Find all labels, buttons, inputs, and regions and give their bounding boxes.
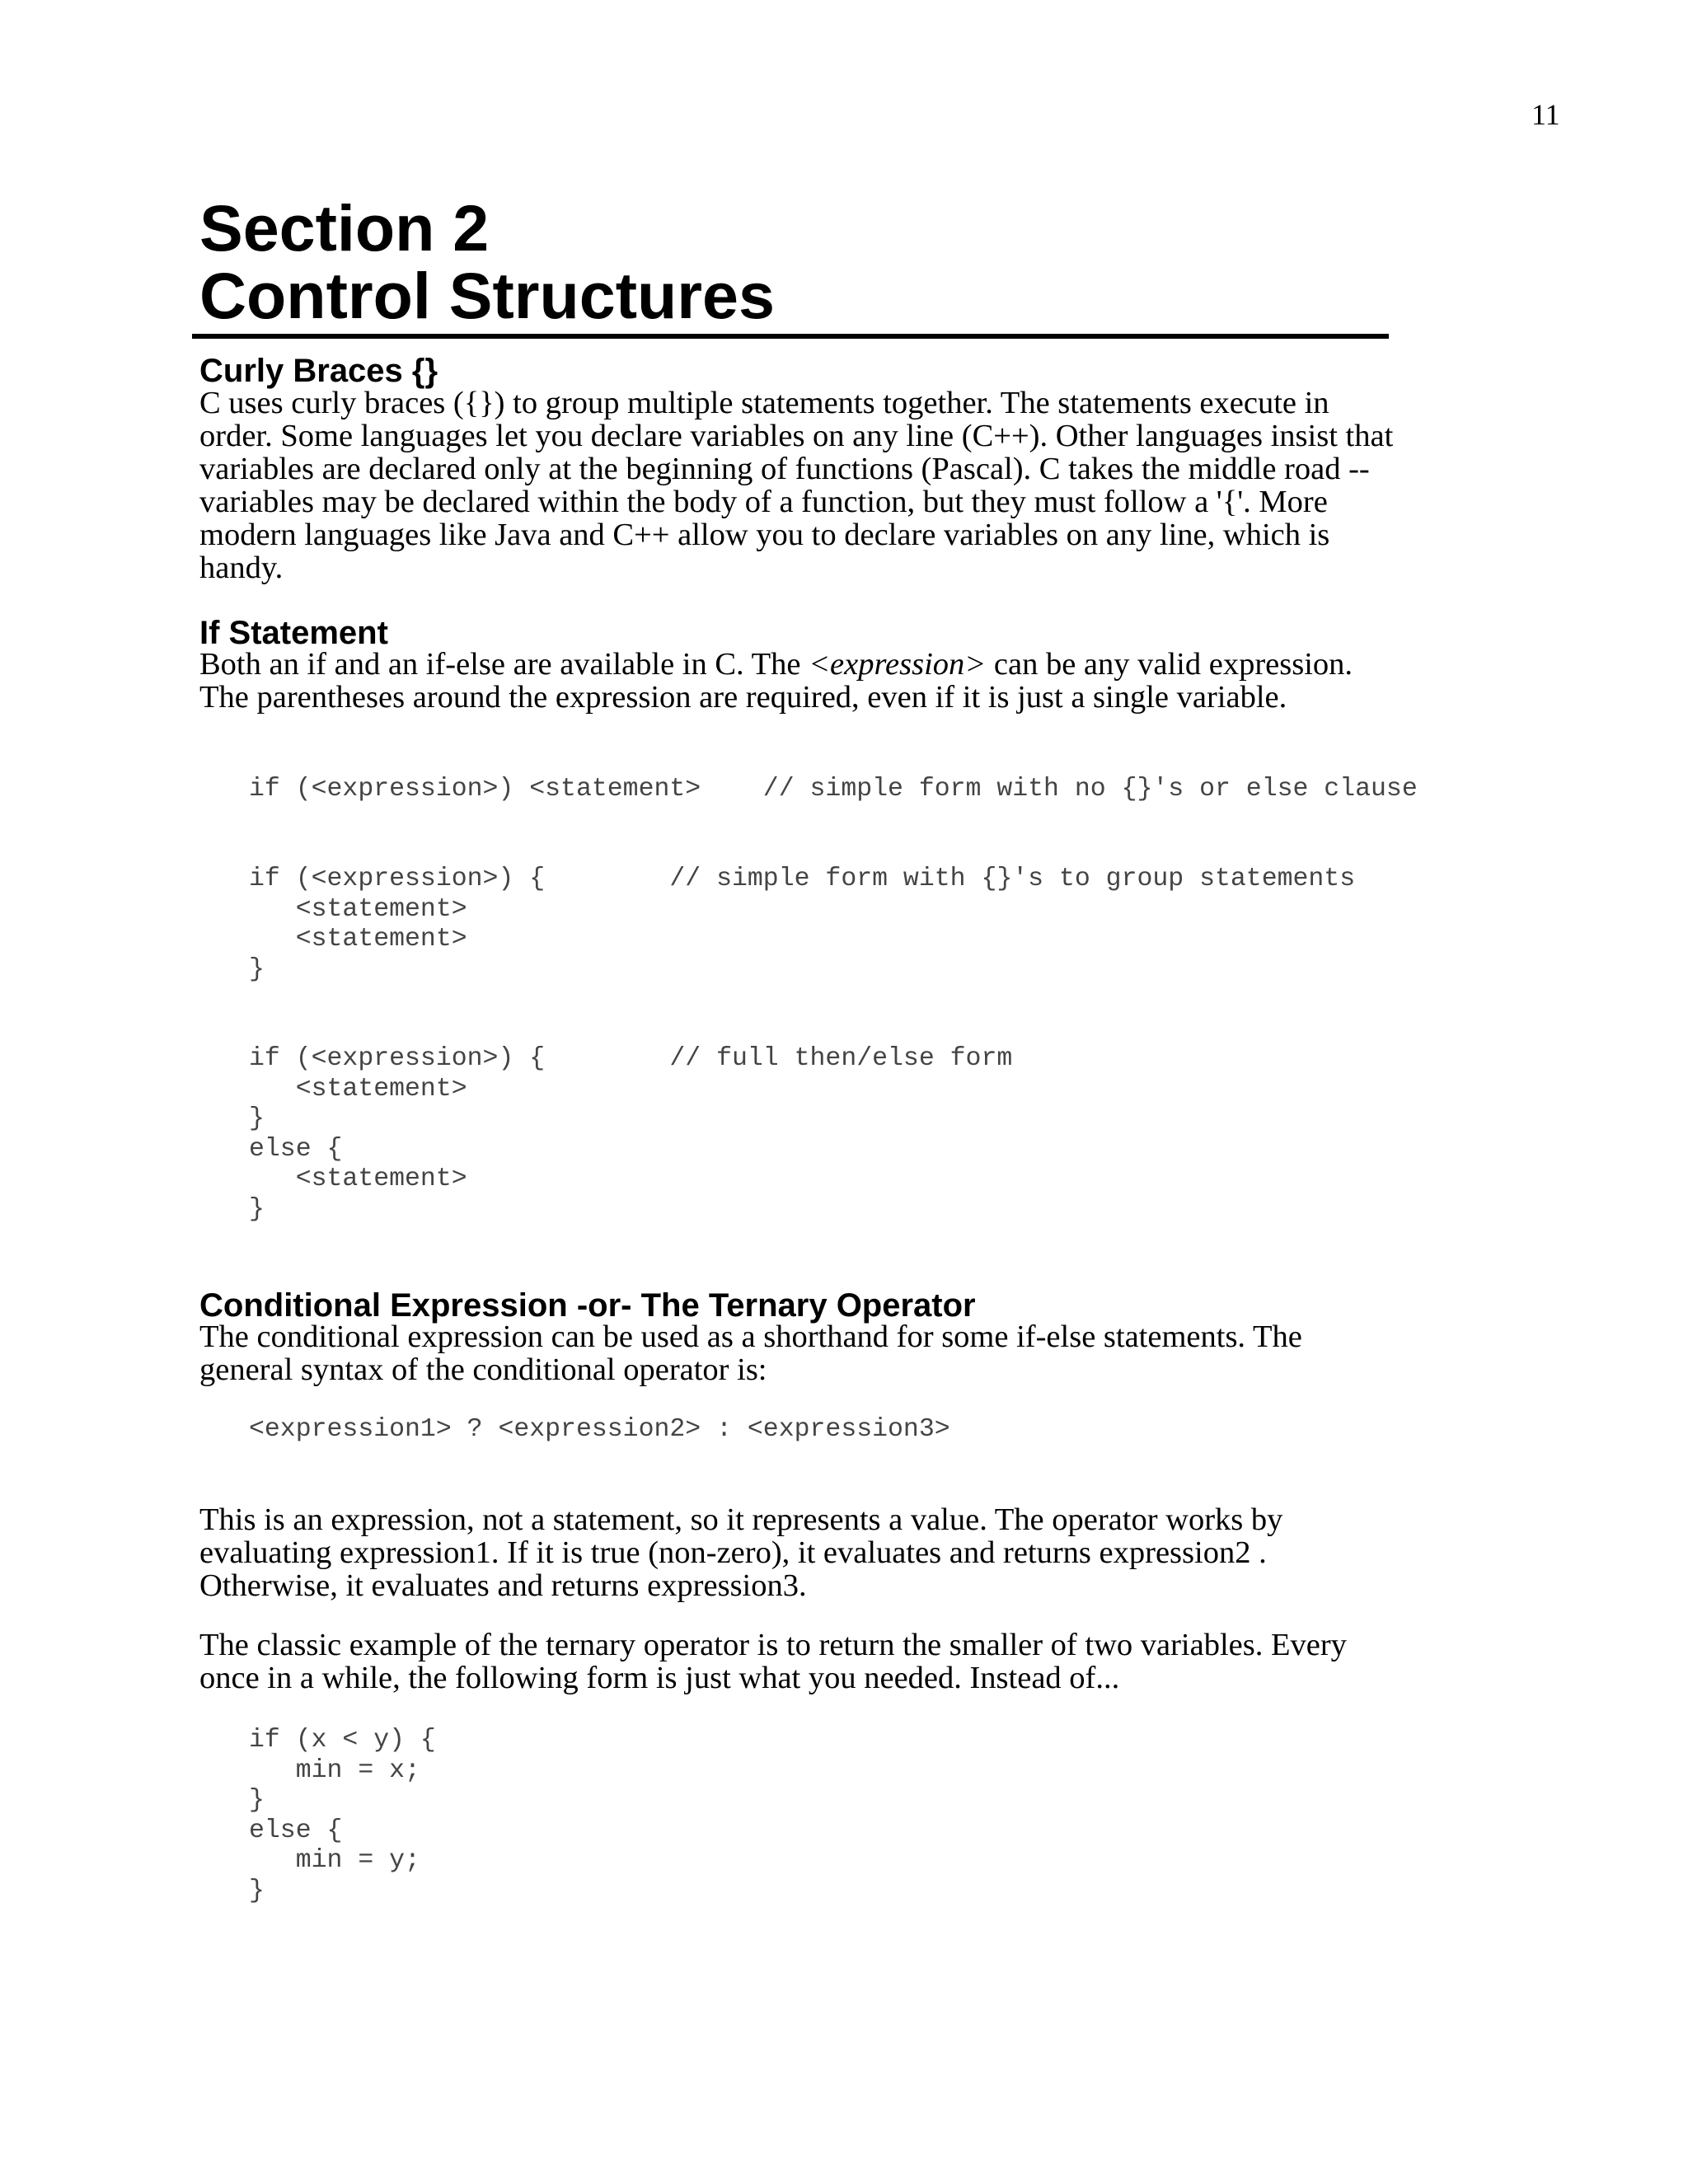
heading-curly-braces: Curly Braces {} [199, 353, 438, 389]
heading-if-statement: If Statement [199, 615, 388, 651]
if-body-before: Both an if and an if-else are available in C. The [199, 647, 809, 682]
paragraph-curly-braces: C uses curly braces ({}) to group multiple statements together. The statements execute in order. Some languages let you declare variables on any line (C++). Other languages insist that variables are declared only at the beginning of functions (Pascal). C takes the middle road -- variables may be declared within the body of a function, but they must follow a '{'. More modern languages like Java and C++ allow you to declare variables on any line, which is handy. [199, 386, 1394, 585]
paragraph-ternary-intro: The conditional expression can be used as a shorthand for some if-else statements. The general syntax of the conditional operator is: [199, 1319, 1302, 1387]
page-number: 11 [1531, 98, 1560, 131]
code-if-braces: if (<expression>) { // simple form with {}'s to group statements <statement> <statement> } [249, 865, 1356, 984]
paragraph-if-statement [199, 648, 1403, 714]
code-ternary-syntax: <expression1> ? <expression2> : <expression3> [249, 1415, 950, 1444]
heading-ternary: Conditional Expression -or- The Ternary Operator [199, 1287, 976, 1324]
section-title-line2: Control Structures [199, 259, 775, 332]
code-if-simple: if (<expression>) <statement> // simple form with no {}'s or else clause [249, 775, 1418, 804]
if-body-after: can be any valid expression. The parentheses around the expression are required, even if it is just a single variable. [199, 647, 1353, 715]
title-rule [192, 334, 1389, 339]
paragraph-ternary-example: The classic example of the ternary operator is to return the smaller of two variables. Every once in a while, the following form is just what you needed. Instead of... [199, 1628, 1347, 1695]
if-body-expression: <expression> [809, 647, 987, 682]
paragraph-ternary-explanation: This is an expression, not a statement, so it represents a value. The operator works by evaluating expression1. If it is true (non-zero), it evaluates and returns expression2 . Otherwise, it evaluates and returns expression3. [199, 1502, 1283, 1603]
code-min-example: if (x < y) { min = x; } else { min = y; } [249, 1726, 436, 1905]
code-if-else: if (<expression>) { // full then/else form <statement> } else { <statement> } [249, 1044, 1013, 1224]
section-title-line1: Section 2 [199, 191, 490, 265]
section-title [199, 191, 775, 332]
